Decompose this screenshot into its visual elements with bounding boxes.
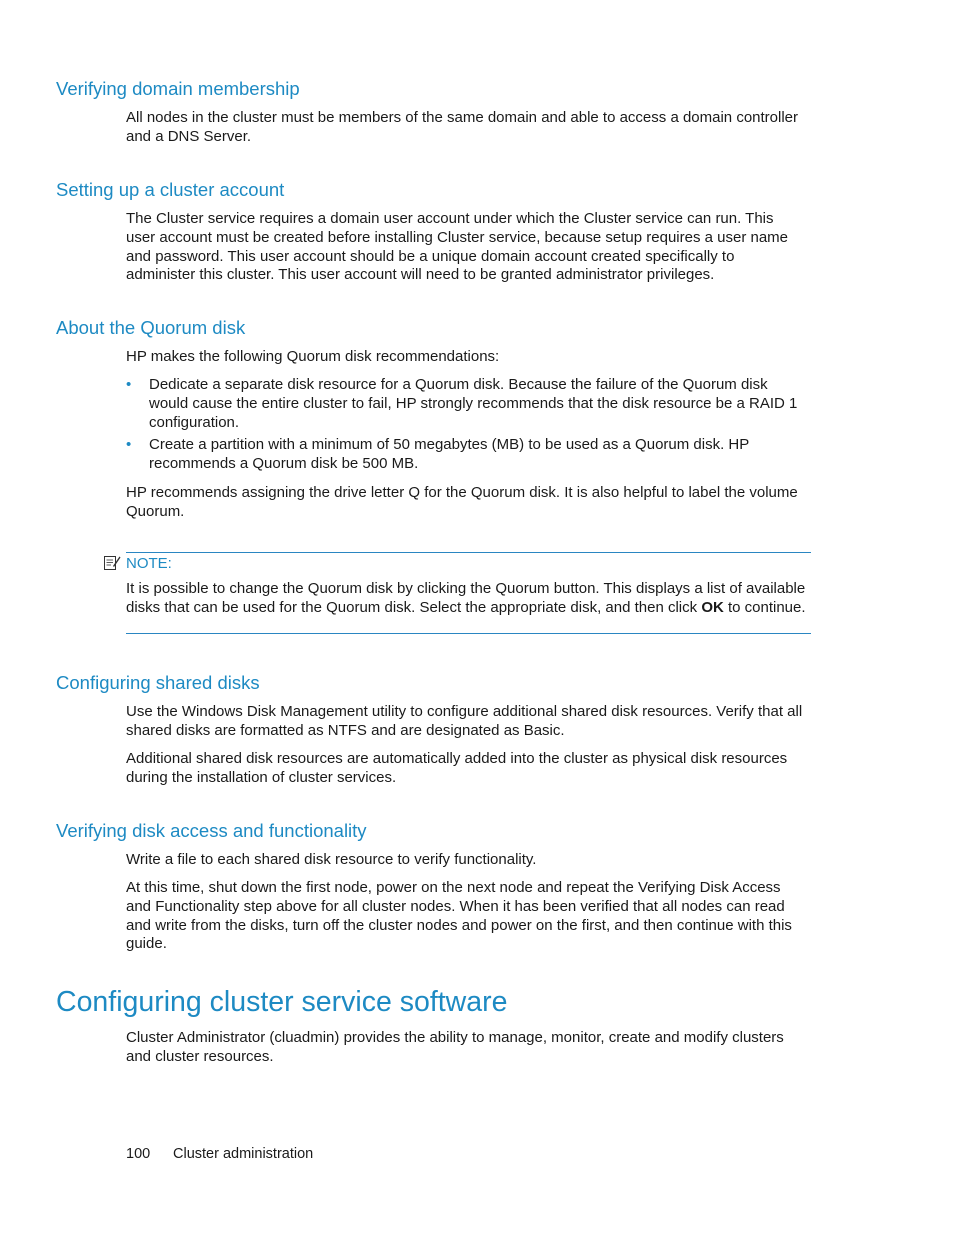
note-text-before: It is possible to change the Quorum disk by clicking the Quorum button. This displays a list of available disks that can be used for the Quorum disk. Select the appropriate disk, and then click xyxy=(126,580,806,616)
list-item xyxy=(126,376,806,432)
note-bottom-rule xyxy=(126,633,811,634)
page-number: 100 xyxy=(126,1146,151,1162)
paragraph-shared-disks-1: Use the Windows Disk Management utility to configure additional shared disk resources. Verify that all shared disks are formatted as NTFS and are designated as Basic. xyxy=(126,703,803,739)
note-pencil-icon xyxy=(103,554,121,572)
paragraph-quorum-outro: HP recommends assigning the drive letter Q for the Quorum disk. It is also helpful to label the volume Quorum. xyxy=(126,484,798,520)
paragraph-shared-disks-2: Additional shared disk resources are automatically added into the cluster as physical disk resources during the installation of cluster services. xyxy=(126,750,788,786)
paragraph-cluster-account: The Cluster service requires a domain user account under which the Cluster service can run. This user account must be created before installing Cluster service, because setup requires a user name and password. This user account should be a unique domain account created specifically to administer this cluster. This user account will need to be granted administrator privileges. xyxy=(126,210,789,284)
heading-verifying-domain-membership: Verifying domain membership xyxy=(56,78,300,99)
bullet-icon: • xyxy=(126,436,132,454)
list-item xyxy=(126,436,806,474)
list-item-text: Dedicate a separate disk resource for a Quorum disk. Because the failure of the Quorum disk would cause the entire cluster to fail, HP strongly recommends that the disk resource be a RAID 1 configuration. xyxy=(149,376,798,431)
list-item-text: Create a partition with a minimum of 50 megabytes (MB) to be used as a Quorum disk. HP recommends a Quorum disk be 500 MB. xyxy=(149,436,749,473)
heading-setting-up-cluster-account: Setting up a cluster account xyxy=(56,179,285,200)
paragraph-disk-access-2: At this time, shut down the first node, power on the next node and repeat the Verifying Disk Access and Functionality step above for all cluster nodes. When it has been verified that all nodes can read and write from the disks, turn off the cluster nodes and power on the first, and then continue with this guide. xyxy=(126,879,792,953)
bullet-icon: • xyxy=(126,376,132,393)
quorum-bullet-list xyxy=(126,376,806,474)
note-text-after: to continue. xyxy=(723,598,806,616)
note-label: NOTE: xyxy=(126,555,172,572)
paragraph-quorum-intro: HP makes the following Quorum disk recommendations: xyxy=(126,348,500,365)
footer-chapter-title: Cluster administration xyxy=(173,1146,314,1162)
note-top-rule xyxy=(126,552,811,553)
paragraph-domain-membership: All nodes in the cluster must be members of the same domain and able to access a domain controller and a DNS Server. xyxy=(126,109,799,145)
note-text-ok: OK xyxy=(701,598,724,616)
heading-about-quorum-disk: About the Quorum disk xyxy=(56,317,246,338)
note-text xyxy=(126,580,806,618)
heading-configuring-cluster-service-software: Configuring cluster service software xyxy=(56,986,508,1018)
heading-configuring-shared-disks: Configuring shared disks xyxy=(56,672,260,693)
paragraph-cluster-software: Cluster Administrator (cluadmin) provides the ability to manage, monitor, create and modify clusters and cluster resources. xyxy=(126,1029,784,1065)
paragraph-disk-access-1: Write a file to each shared disk resource to verify functionality. xyxy=(126,851,537,868)
heading-verifying-disk-access: Verifying disk access and functionality xyxy=(56,820,367,841)
